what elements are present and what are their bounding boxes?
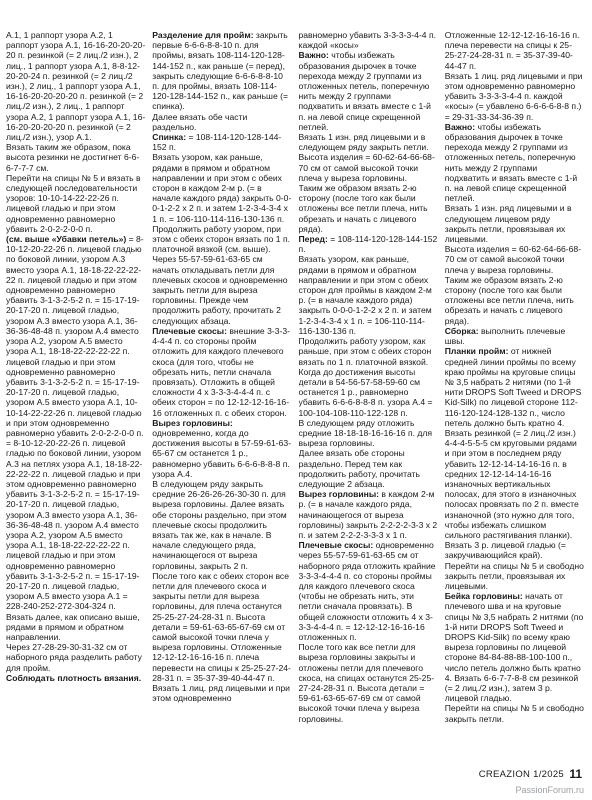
text-column-1: [6, 30, 145, 764]
paragraph: [445, 703, 584, 723]
body-text: Таким же образом вязать 2-ю сторону (после того как были отложены все петли плеча, нить обрезать и начать с лицевого ряда).: [444, 274, 574, 326]
body-text: чтобы избежать образования дырочек в точке перехода между 2 группами из отложенных петель, поперечную нить между 2 группами подхватить и вязать вместе с 1-й п. на левой спице скрещенной петлей.: [298, 50, 431, 132]
section-heading: Вырез горловины:: [152, 417, 233, 428]
section-heading: (см. выше «Убавки петель»): [6, 234, 127, 245]
paragraph: [299, 254, 438, 336]
section-heading: Важно:: [444, 121, 476, 132]
body-text: В следующем ряду закрыть средние 26-26-26-26-30-30 п. для выреза горловины. Далее вязать обе стороны раздельно, при этом плечевые скосы продолжить вязать так же, как в начале. В начале следующего ряда, начинающегося от выреза горловины, закрыть 2 п.: [152, 478, 287, 571]
section-heading: Важно:: [298, 50, 329, 61]
paragraph: [6, 30, 145, 142]
body-text: Высота изделия = 60-62-64-66-68-70 см от самой высокой точки плеча у выреза горловины.: [298, 152, 435, 183]
body-text: = 108-114-120-128-144-152 п.: [152, 132, 282, 153]
paragraph: [445, 326, 584, 346]
body-text: Продолжить работу узором, при этом с обеих сторон вязать по 1 п. платочной вязкой (см. выше).: [152, 223, 291, 255]
body-text: Вязать узором, как раньше, рядами в прямом и обратном направлении и при этом с обеих сторон для проймы в каждом 2-м р. (= в начале каждого ряда) закрыть 0-0-0-1-2-2 х 2 п. и затем 1-2-3-4-3-4 х 1 п. = 106-110-114-116-130-136 п.: [298, 254, 432, 336]
body-text: внешние 3-3-3-4-4-4 п. со стороны пройм отложить для каждого плечевого скоса (для того, чтобы не обрезать нить, петли сначала провязать). Отложить в общей сложности 4 х 3-3-3-4-4-4 п. с обеих сторон = по 12-12-12-16-16-16 отложенных п. с обеих сторон.: [152, 325, 290, 418]
magazine-issue: CREAZION 1/2025: [478, 769, 564, 780]
page-number: 11: [569, 767, 582, 781]
body-text: Далее вязать обе части раздельно.: [152, 111, 248, 132]
body-text: равномерно убавить 3-3-3-3-4-4 п. каждой «косы»: [298, 30, 437, 51]
page-footer: [0, 768, 592, 782]
paragraph: [152, 112, 291, 132]
text-column-3: [299, 30, 438, 764]
section-heading: Сборка:: [444, 325, 479, 336]
section-heading: Разделение для пройм:: [152, 30, 254, 40]
paragraph: [152, 571, 291, 683]
body-text: Перейти на спицы № 5 и вязать в следующей последовательности узоров: 10-10-14-22-22-26 п. лицевой гладью и при этом одновременно равномерно убавить 2-0-2-2-0-0 п.: [6, 172, 141, 234]
paragraph: [6, 234, 145, 612]
paragraph: [445, 203, 584, 244]
body-text: начать от плечевого шва и на круговые спицы № 3,5 набрать 2 нитями (по 1-й нити DROPS Soft Tweed и DROPS Kid-Silk) по всему краю выреза горловины по лицевой стороне 84-84-88-88-100-100 п., число петель должно быть кратно 4. Вязать 6-6-7-7-8-8 см резинкой (= 2 лиц./2 изн.), затем 3 р. лицевой гладью.: [444, 591, 584, 704]
paragraph: [152, 30, 291, 112]
body-text: Высота изделия = 60-62-64-66-68-70 см от самой высокой точки плеча у выреза горловины.: [444, 244, 582, 275]
paragraph: [445, 244, 584, 275]
paragraph: [445, 346, 584, 428]
body-text: = 8-10-12-20-22-26 п. лицевой гладью по боковой линии, узором А.3 вместо узора А.1, 18-18-22-22-22-22 п. лицевой гладью и при этом одновременно равномерно убавить 3-1-3-2-5-2 п. = 15-17-19-20-17-20 п. лицевой гладью, узором А.3 вместо узора А.1, 36-36-36-48-48 п. узором А.4 вместо узора А.2, узором А.5 вместо узора А.1, 18-18-22-22-22-22 п. лицевой гладью и при этом одновременно равномерно убавить 3-1-3-2-5-2 п. = 15-17-19-20-17-20 п. лицевой гладью, узором А.5 вместо узора А.1, 10-10-14-22-22-26 п. лицевой гладью и при этом одновременно равномерно убавить 2-0-2-2-0-0 п. = 8-10-12-20-22-26 п. лицевой гладью по боковой линии, узором А.3 на петлях узора А.1, 18-18-22-22-22-22 п. лицевой гладью и при этом одновременно равномерно убавить 3-1-3-2-5-2 п. = 15-17-19-20-17-20 п. лицевой гладью, узором А.3 вместо узора А.1, 36-36-36-48-48 п. узором А.4 вместо узора А.2, узором А.5 вместо узора А.1, 18-18-22-22-22-22 п. лицевой гладью и при этом одновременно равномерно убавить 3-1-3-2-5-2 п. = 15-17-19-20-17-20 п. лицевой гладью, узором А.5 вместо узора А.1 = 228-240-252-272-304-324 п.: [6, 234, 144, 612]
section-heading: Перед:: [298, 234, 328, 245]
paragraph: [6, 173, 145, 234]
section-heading: Вырез горловины:: [298, 489, 380, 500]
body-text: закрыть первые 6-6-6-8-8-10 п. для проймы, вязать 108-114-120-128-144-152 п., как раньше (= перед), закрыть следующие 6-6-6-8-8-10 п. для проймы, вязать 108-114-120-128-144-152 п., как раньше (= спинка).: [152, 30, 288, 112]
paragraph: [445, 428, 584, 540]
article-columns: [6, 30, 584, 764]
body-text: от нижней средней линии проймы по всему краю проймы на круговые спицы № 3,5 набрать 2 нитями (по 1-й нити DROPS Soft Tweed и DROPS Kid-Silk) по лицевой стороне 112-116-120-124-128-132 п., число петель должно быть кратно 4.: [444, 346, 582, 428]
body-text: Вязать резинкой (= 2 лиц./2 изн.) 4-4-4-5-5-5 см круговыми рядами и при этом в последнем ряду убавить 12-12-14-14-16-16 п. в средних 12-12-14-14-16-16 изнаночных вертикальных полосах, для этого в изнаночных полосах провязать по 2 п. вместе изнаночной (это нужно для того, чтобы избежать слишком сильного растягивания планки).: [444, 427, 579, 540]
body-text: Перейти на спицы № 5 и свободно закрыть петли, провязывая их лицевыми.: [444, 560, 584, 591]
body-text: чтобы избежать образования дырочек в точке перехода между 2 группами из отложенных петель, поперечную нить между 2 группами подхватить и вязать вместе с 1-й п. на левой спице скрещенной петлей.: [444, 121, 578, 204]
paragraph: [152, 132, 291, 152]
paragraph: [299, 183, 438, 234]
section-heading: Плечевые скосы:: [298, 540, 374, 551]
paragraph: [445, 591, 584, 703]
paragraph: [299, 367, 438, 418]
body-text: После того как все петли для выреза горловины закрыты и отложены петли для плечевого скоса, на спицах останутся 25-25-27-24-28-31 п. Высота детали = 59-61-63-65-67-69 см от самой высокой точки плеча у выреза горловины.: [298, 642, 435, 724]
body-text: Через 55-57-59-61-63-65 см начать откладывать петли для плечевых скосов и одновременно закрыть петли для выреза горловины. Прежде чем продолжить работу, прочитать 2 следующих абзаца.: [152, 254, 288, 326]
section-heading: Бейка горловины:: [444, 591, 523, 602]
body-text: одновременно через 55-57-59-61-63-65 см от наборного ряда отложить крайние 3-3-3-4-4-4 п. со стороны проймы для каждого плечевого скоса (чтобы не обрезать нить, эти петли сначала провязать). В общей сложности отложить 4 х 3-3-3-4-4-4 п. = 12-12-12-16-16-16 отложенных п.: [298, 540, 436, 642]
section-heading: Спинка:: [152, 132, 187, 143]
body-text: одновременно, когда до достижения высоты в 57-59-61-63-65-67 см останется 1 р., равномерно убавить 6-6-6-8-8-8 п. узора А.4.: [152, 427, 292, 479]
paragraph: [299, 642, 438, 724]
paragraph: [299, 336, 438, 367]
body-text: Вязать далее, как описано выше, рядами в прямом и обратном направлении.: [6, 611, 140, 642]
paragraph: [6, 642, 145, 673]
paragraph: [299, 418, 438, 449]
body-text: Вязать 1 изн. ряд лицевыми и в следующем ряду закрыть петли.: [298, 132, 429, 153]
body-text: Вязать 1 лиц. ряд лицевыми и при этом одновременно: [152, 683, 290, 704]
paragraph: [6, 612, 145, 643]
paragraph: [445, 71, 584, 122]
body-text: в каждом 2-м р. (= в начале каждого ряда, начинающегося от выреза горловины) закрыть 2-2-2-2-3-3 х 2 п. и затем 2-2-2-3-3-3 х 1 п.: [298, 489, 438, 540]
body-text: После того как с обеих сторон все петли для плечевого скоса и закрыты петли для выреза горловины, для плеча останутся 25-25-27-24-28-31 п. Высота детали = 59-61-63-65-67-69 см от самой высокой точки плеча у выреза горловины. Отложенные 12-12-12-16-16-16 п. плеча перевести на спицы к 25-25-27-24-28-31 п. = 35-37-39-40-44-47 п.: [152, 570, 291, 683]
paragraph: [152, 326, 291, 418]
section-heading: Планки пройм:: [444, 346, 509, 357]
body-text: Когда до достижения высоты детали в 54-56-57-58-59-60 см останется 1 р., равномерно убавить 6-6-6-8-8-8 п. узора А.4 = 100-104-108-110-122-128 п.: [298, 366, 433, 418]
paragraph: [152, 224, 291, 255]
paragraph: [445, 275, 584, 326]
body-text: А.1, 1 раппорт узора А.2, 1 раппорт узора А.1, 16-16-20-20-20-20 п. резинкой (= 2 лиц./2 изн.), 2 лиц., 1 раппорт узора А.1, 8-8-12-20-20-24 п. резинкой (= 2 лиц./2 изн.), 2 лиц., 1 раппорт узора А.1, 16-16-20-20-20-20 п. резинкой (= 2 лиц./2 изн.), 2 лиц., 1 раппорт узора А.2, 1 раппорт узора А.1, 16-16-20-20-20-20 п. резинкой (= 2 лиц./2 изн.), узор А.1.: [6, 30, 146, 143]
body-text: Перейти на спицы № 5 и свободно закрыть петли.: [444, 703, 584, 724]
body-text: Через 27-28-29-30-31-32 см от наборного ряда разделить работу для пройм.: [6, 642, 142, 673]
body-text: Отложенные 12-12-12-16-16-16 п. плеча перевести на спицы к 25-25-27-24-28-31 п. = 35-37-39-40-44-47 п.: [444, 30, 580, 71]
body-text: Таким же образом вязать 2-ю сторону (после того как были отложены все петли плеча, нить обрезать и начать с лицевого ряда).: [298, 183, 428, 234]
body-text: = 108-114-120-128-144-152 п.: [298, 234, 438, 255]
paragraph: [299, 489, 438, 540]
paragraph: [6, 673, 145, 683]
body-text: Вязать 3 р. лицевой гладью (= закручивающийся край).: [444, 540, 566, 561]
text-column-4: [445, 30, 584, 764]
body-text: Вязать 1 изн. ряд лицевыми и в следующем лицевом ряду закрыть петли, провязывая их лицевыми.: [444, 203, 572, 245]
paragraph: [299, 132, 438, 152]
paragraph: [152, 479, 291, 571]
paragraph: [152, 683, 291, 703]
paragraph: [152, 418, 291, 479]
paragraph: [445, 561, 584, 592]
paragraph: [299, 540, 438, 642]
section-heading: Соблюдать плотность вязания.: [6, 672, 142, 683]
paragraph: [299, 50, 438, 132]
paragraph: [152, 254, 291, 325]
paragraph: [299, 30, 438, 50]
body-text: Вязать 1 лиц. ряд лицевыми и при этом одновременно равномерно убавить 3-3-3-3-4-4 п. каждой «косы» (= убавлено 6-6-6-6-8-8 п.) = 29-31-33-34-36-39 п.: [444, 70, 583, 122]
paragraph: [299, 152, 438, 183]
paragraph: [445, 540, 584, 560]
paragraph: [299, 234, 438, 254]
paragraph: [445, 122, 584, 204]
text-column-2: [152, 30, 291, 764]
body-text: Вязать узором, как раньше, рядами в прямом и обратном направлении и при этом с обеих сторон в каждом 2-м р. (= в начале каждого ряда) закрыть 0-0-0-1-2-2 х 2 п. и затем 1-2-3-4-3-4 х 1 п. = 106-110-114-116-130-136 п.: [152, 152, 292, 224]
watermark: PassionForum.ru: [515, 785, 584, 795]
body-text: В следующем ряду отложить средние 18-18-18-16-16-16 п. для выреза горловины.: [298, 417, 433, 449]
paragraph: [445, 30, 584, 71]
body-text: Продолжить работу узором, как раньше, при этом с обеих сторон вязать по 1 п. платочной вязкой.: [298, 336, 432, 367]
paragraph: [299, 448, 438, 489]
paragraph: [152, 152, 291, 223]
paragraph: [6, 142, 145, 173]
body-text: Вязать таким же образом, пока высота резинки не достигнет 6-6-6-7-7-7 см.: [6, 142, 140, 173]
body-text: Далее вязать обе стороны раздельно. Перед тем как продолжить работу, прочитать следующие 2 абзаца.: [298, 448, 420, 489]
body-text: выполнить плечевые швы.: [444, 325, 566, 347]
section-heading: Плечевые скосы:: [152, 325, 227, 336]
